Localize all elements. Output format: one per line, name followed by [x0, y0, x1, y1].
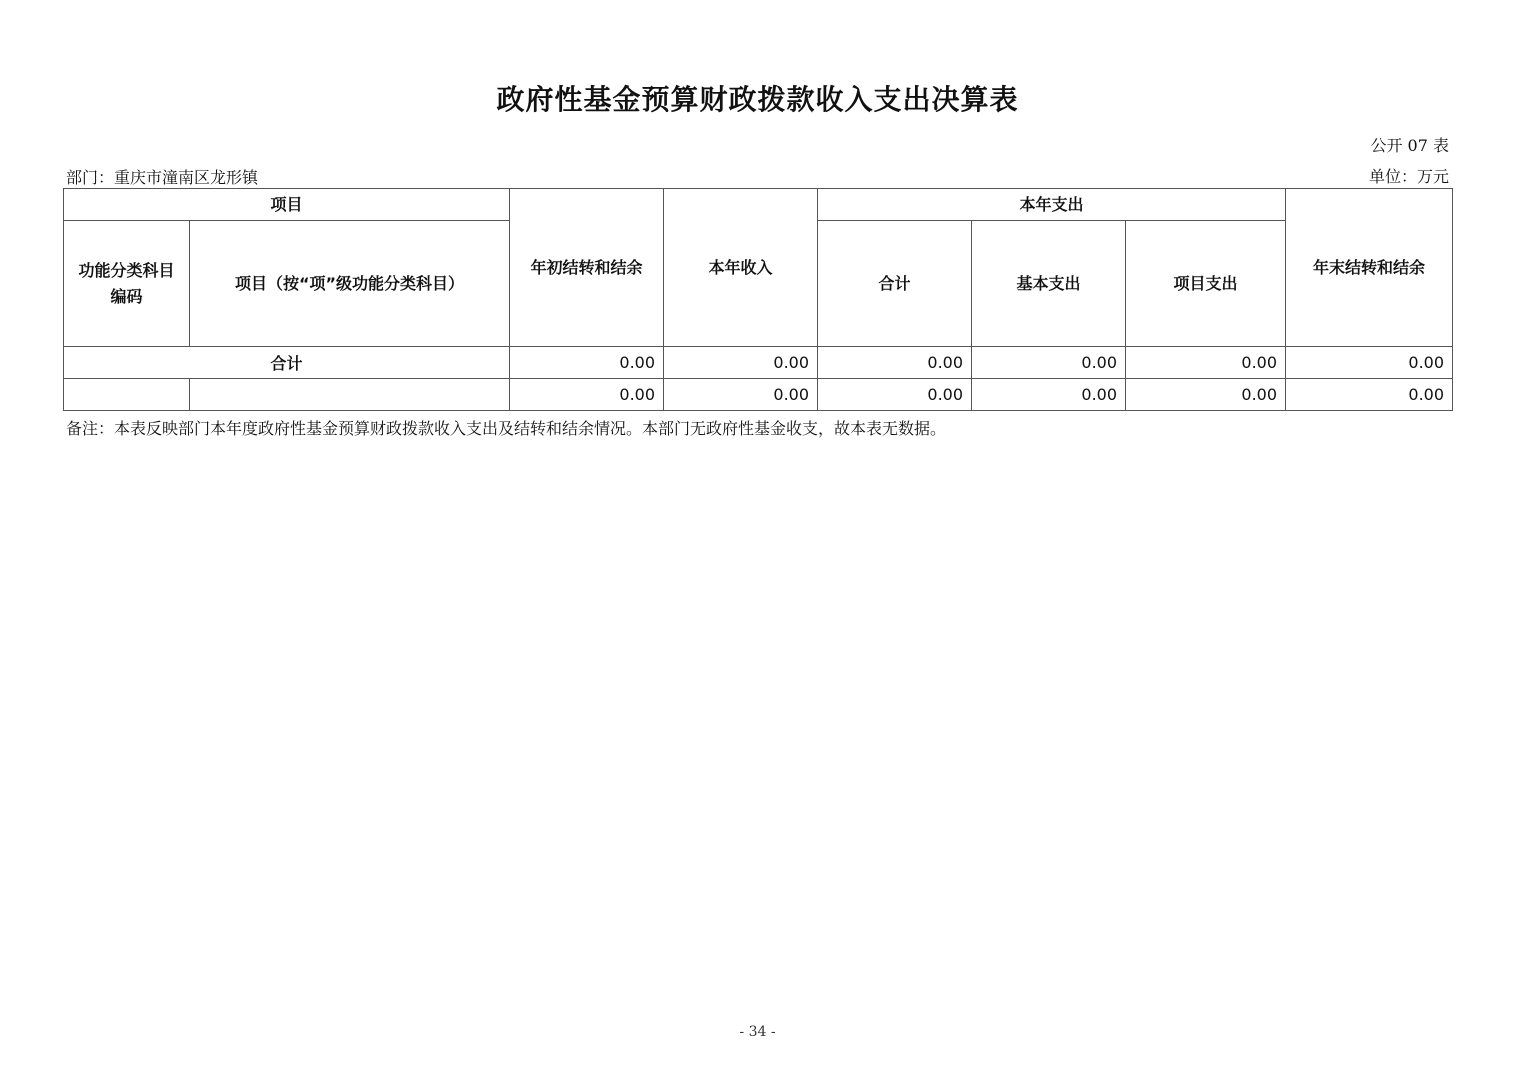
department-label: 部门：重庆市潼南区龙形镇: [66, 168, 259, 187]
header-end-balance: 年末结转和结余: [1286, 189, 1453, 347]
row-basic-expense: 0.00: [972, 379, 1126, 411]
header-item-name: 项目（按“项”级功能分类科目）: [190, 221, 510, 347]
header-project-expense: 项目支出: [1126, 221, 1286, 347]
table-note: 备注：本表反映部门本年度政府性基金预算财政拨款收入支出及结转和结余情况。本部门无政府性基金收支，故本表无数据。: [66, 419, 947, 438]
header-expense-group: 本年支出: [818, 189, 1286, 221]
total-begin-balance: 0.00: [510, 347, 664, 379]
total-project-expense: 0.00: [1126, 347, 1286, 379]
total-row: [64, 347, 1453, 379]
row-project-expense: 0.00: [1126, 379, 1286, 411]
total-end-balance: 0.00: [1286, 347, 1453, 379]
row-expense-total: 0.00: [818, 379, 972, 411]
row-income: 0.00: [664, 379, 818, 411]
total-label: 合计: [64, 347, 510, 379]
form-number: 公开 07 表: [1370, 136, 1449, 155]
table-row: [64, 379, 1453, 411]
row-end-balance: 0.00: [1286, 379, 1453, 411]
page-title: 政府性基金预算财政拨款收入支出决算表: [496, 83, 1019, 116]
header-basic-expense: 基本支出: [972, 221, 1126, 347]
row-begin-balance: 0.00: [510, 379, 664, 411]
header-project: 项目: [64, 189, 510, 221]
header-func-code: 功能分类科目编码: [64, 221, 190, 347]
budget-table: [63, 188, 1453, 411]
header-expense-total: 合计: [818, 221, 972, 347]
unit-label: 单位：万元: [1368, 167, 1449, 186]
total-expense-total: 0.00: [818, 347, 972, 379]
row-func-code: [64, 379, 190, 411]
total-basic-expense: 0.00: [972, 347, 1126, 379]
header-begin-balance: 年初结转和结余: [510, 189, 664, 347]
total-income: 0.00: [664, 347, 818, 379]
header-row-1: [64, 189, 1453, 221]
row-item-name: [190, 379, 510, 411]
page-number: - 34 -: [739, 1024, 776, 1040]
header-income: 本年收入: [664, 189, 818, 347]
